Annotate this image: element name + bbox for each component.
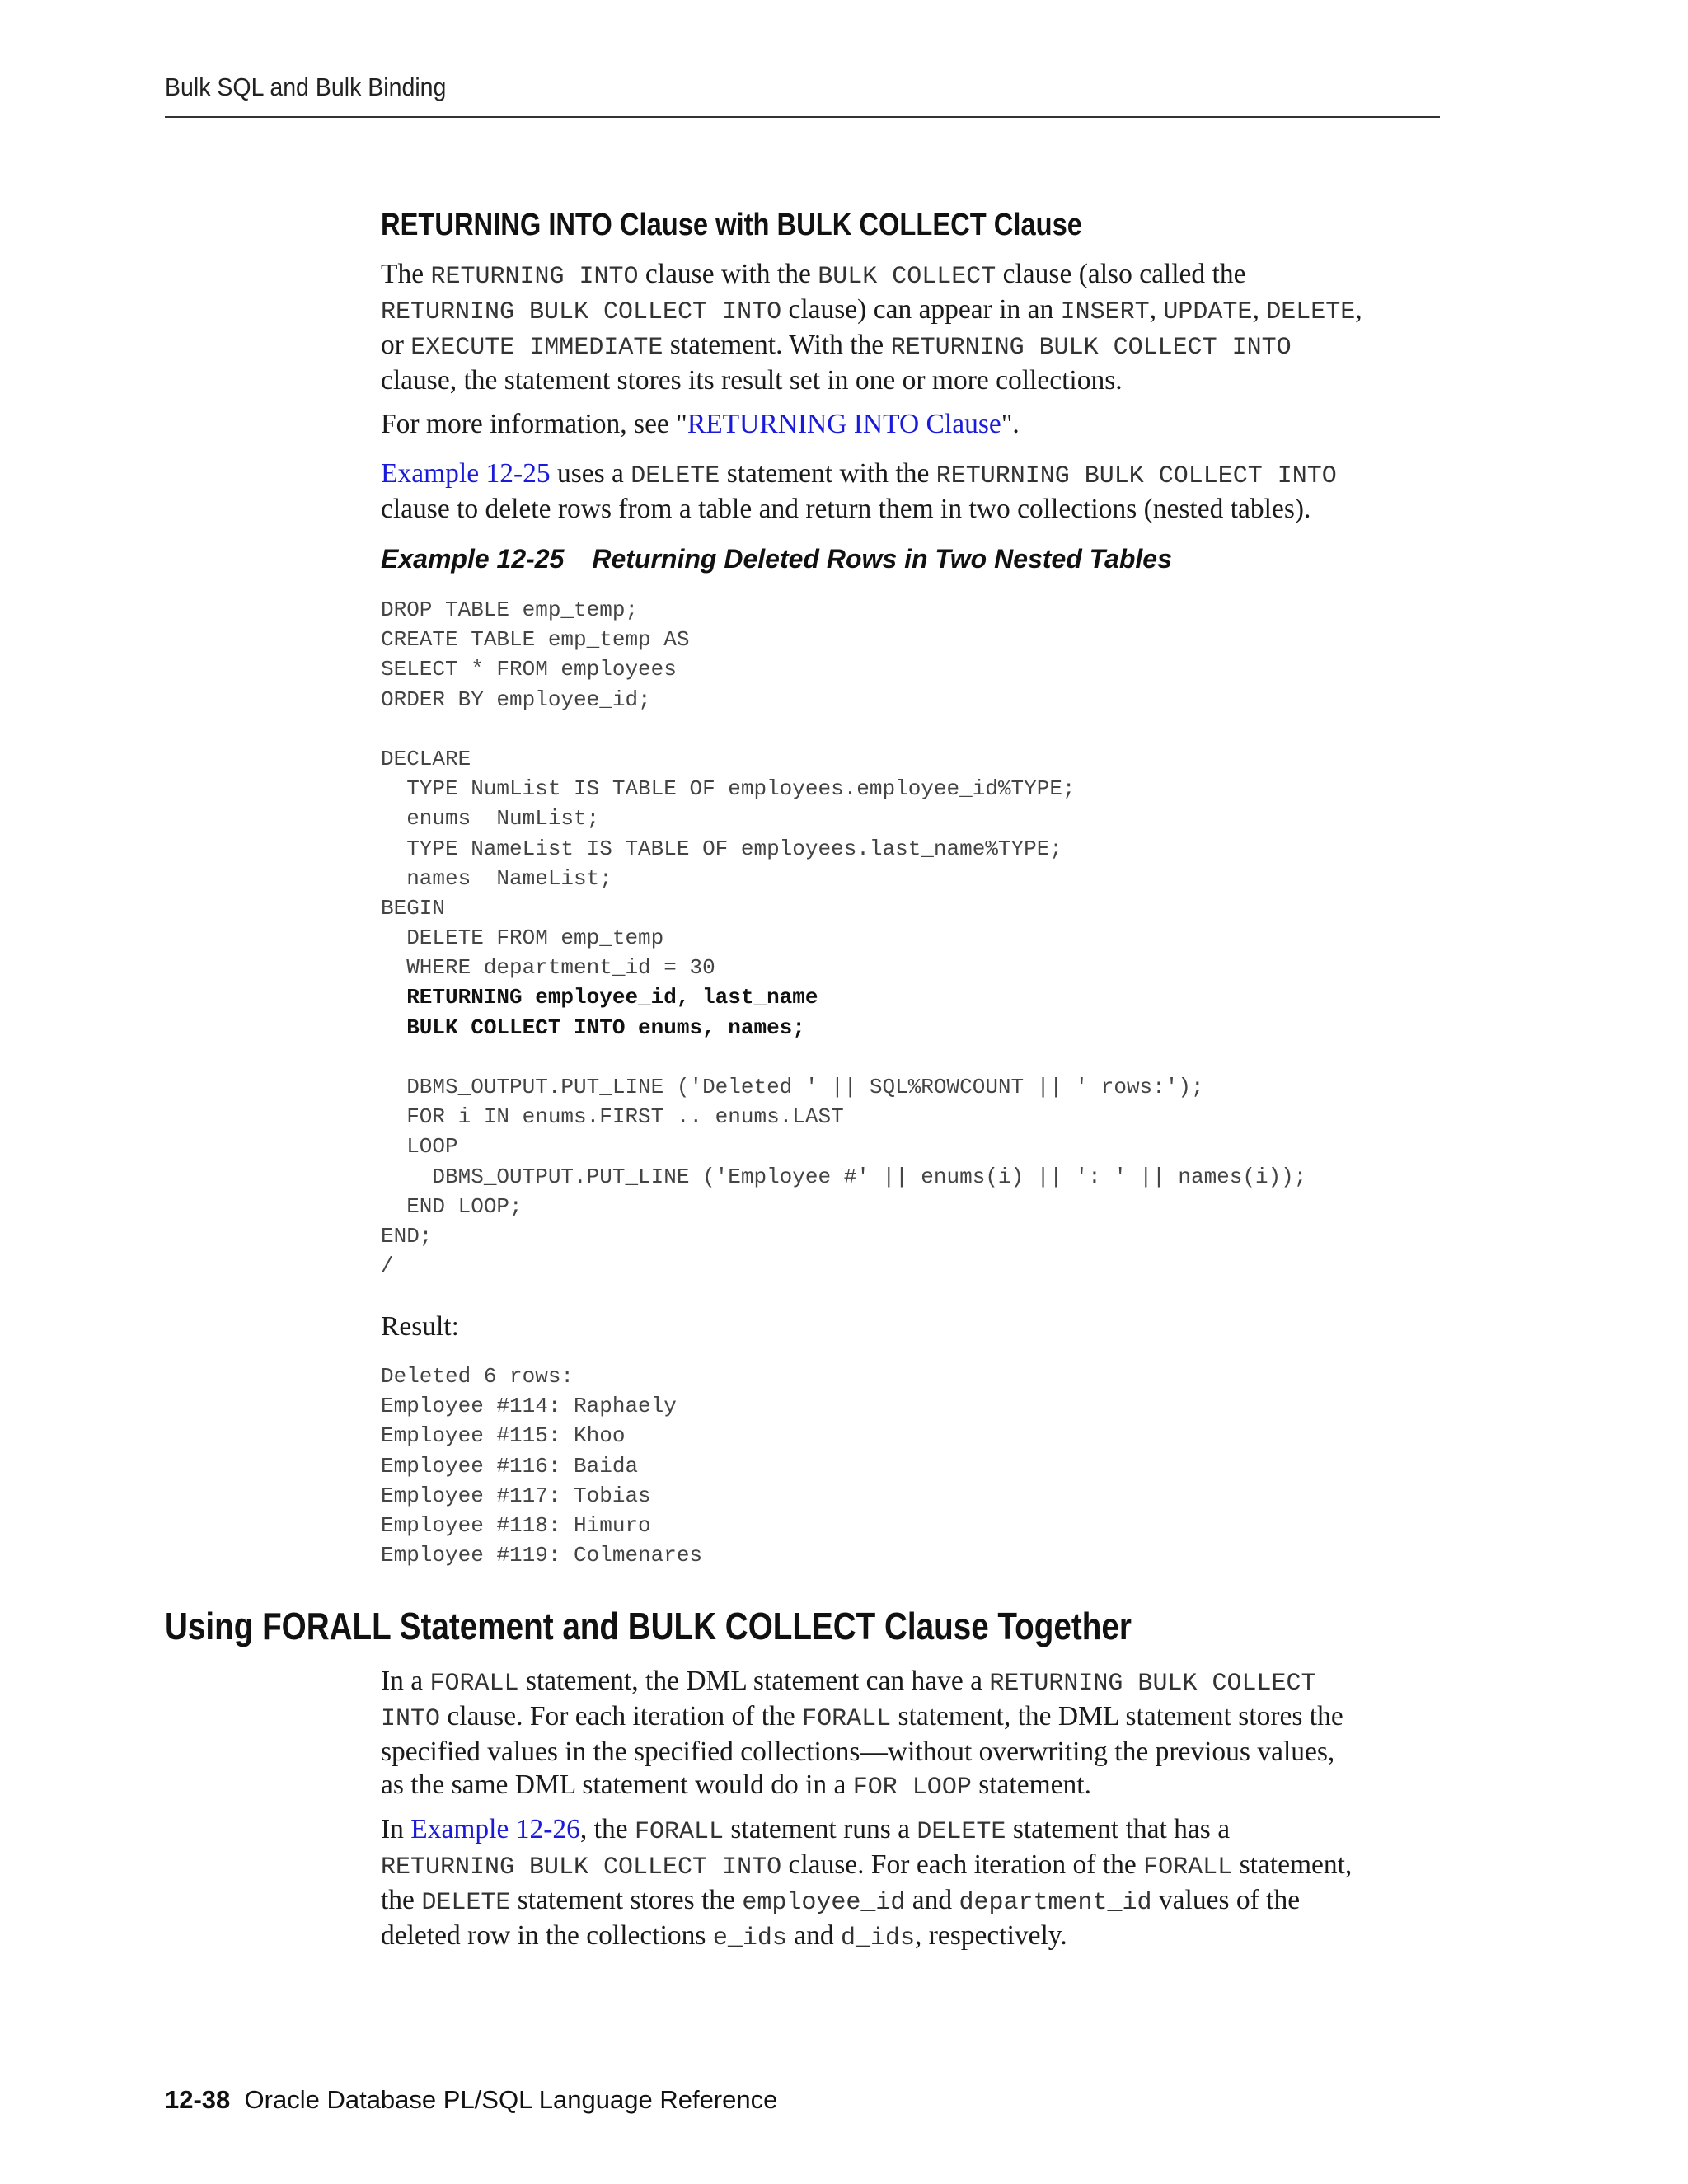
code-line: SELECT * FROM employees (381, 657, 677, 682)
code-line: enums NumList; (381, 806, 600, 832)
code-line: DECLARE (381, 746, 471, 771)
section-heading: RETURNING INTO Clause with BULK COLLECT Clause (381, 208, 1082, 242)
code-line: RETURNING employee_id, last_name (381, 985, 818, 1010)
code-line: DELETE FROM emp_temp (381, 926, 664, 951)
code-line: ORDER BY employee_id; (381, 687, 651, 712)
code-line: / (381, 1254, 394, 1279)
code-line: names NameList; (381, 865, 612, 891)
code-line (381, 715, 1306, 744)
book-title: Oracle Database PL/SQL Language Reference (244, 2085, 778, 2114)
paragraph-returning-into: The RETURNING INTO clause with the BULK COLLECT clause (also called the RETURNING BULK COLLECT INTO clause) can appear in an INSERT, UPDATE, DELETE, or EXECUTE IMMEDIATE statement. With the RETURNING BULK COLLECT INTO clause, the statement stores its result set in one or more collections. (381, 259, 1362, 396)
code-line: FOR i IN enums.FIRST .. enums.LAST (381, 1104, 844, 1130)
returning-into-clause-link[interactable]: RETURNING INTO Clause (687, 409, 1001, 439)
code-block (381, 595, 1306, 1281)
paragraph-example-12-26: In Example 12-26, the FORALL statement runs a DELETE statement that has a RETURNING BULK COLLECT INTO clause. For each iteration of the FORALL statement, the DELETE statement stores the employee_id and department_id values of the deleted row in the collections e_ids and d_ids, respectively. (381, 1814, 1353, 1952)
result-line: Employee #117: Tobias (381, 1483, 651, 1508)
running-header: Bulk SQL and Bulk Binding (165, 73, 447, 101)
code-line: DBMS_OUTPUT.PUT_LINE ('Deleted ' || SQL%ROWCOUNT || ' rows:'); (381, 1075, 1204, 1099)
result-line: Employee #118: Himuro (381, 1512, 651, 1538)
example-caption: Example 12-25 Returning Deleted Rows in Two Nested Tables (381, 544, 1172, 574)
code-line: TYPE NumList IS TABLE OF employees.employee_id%TYPE; (381, 776, 1076, 802)
result-line: Employee #114: Raphaely (381, 1394, 677, 1419)
code-line: DBMS_OUTPUT.PUT_LINE ('Employee #' || enums(i) || ': ' || names(i)); (381, 1164, 1307, 1189)
result-block (381, 1361, 702, 1570)
result-label: Result: (381, 1311, 459, 1342)
result-line: Deleted 6 rows: (381, 1364, 574, 1389)
code-line: BULK COLLECT INTO enums, names; (381, 1015, 805, 1040)
example-12-25-link[interactable]: Example 12-25 (381, 458, 551, 489)
code-line: TYPE NameList IS TABLE OF employees.last_name%TYPE; (381, 836, 1062, 861)
example-12-26-link[interactable]: Example 12-26 (410, 1814, 580, 1844)
code-line (381, 1043, 1306, 1072)
code-line: BEGIN (381, 895, 446, 921)
code-line: END LOOP; (381, 1193, 523, 1219)
page-number: 12-38 (165, 2085, 231, 2114)
result-line: Employee #119: Colmenares (381, 1543, 703, 1568)
paragraph-example-intro: Example 12-25 uses a DELETE statement with the RETURNING BULK COLLECT INTO clause to delete rows from a table and return them in two collections (nested tables). (381, 458, 1337, 524)
code-line: DROP TABLE emp_temp; (381, 598, 639, 622)
page-footer (165, 2085, 777, 2115)
section-heading-forall: Using FORALL Statement and BULK COLLECT Clause Together (165, 1605, 1132, 1647)
paragraph-more-info: For more information, see "RETURNING INTO Clause". (381, 409, 1020, 439)
code-line: CREATE TABLE emp_temp AS (381, 627, 690, 653)
code-line: WHERE department_id = 30 (381, 955, 715, 981)
code-line: END; (381, 1223, 433, 1249)
code-line: LOOP (381, 1134, 458, 1160)
result-line: Employee #116: Baida (381, 1453, 639, 1479)
header-rule (165, 116, 1440, 118)
paragraph-forall: In a FORALL statement, the DML statement can have a RETURNING BULK COLLECT INTO clause. For each iteration of the FORALL statement, the DML statement stores the specified values in the specified collections—without overwriting the previous values, as the same DML statement would do in a FOR LOOP statement. (381, 1666, 1343, 1802)
result-line: Employee #115: Khoo (381, 1423, 626, 1449)
